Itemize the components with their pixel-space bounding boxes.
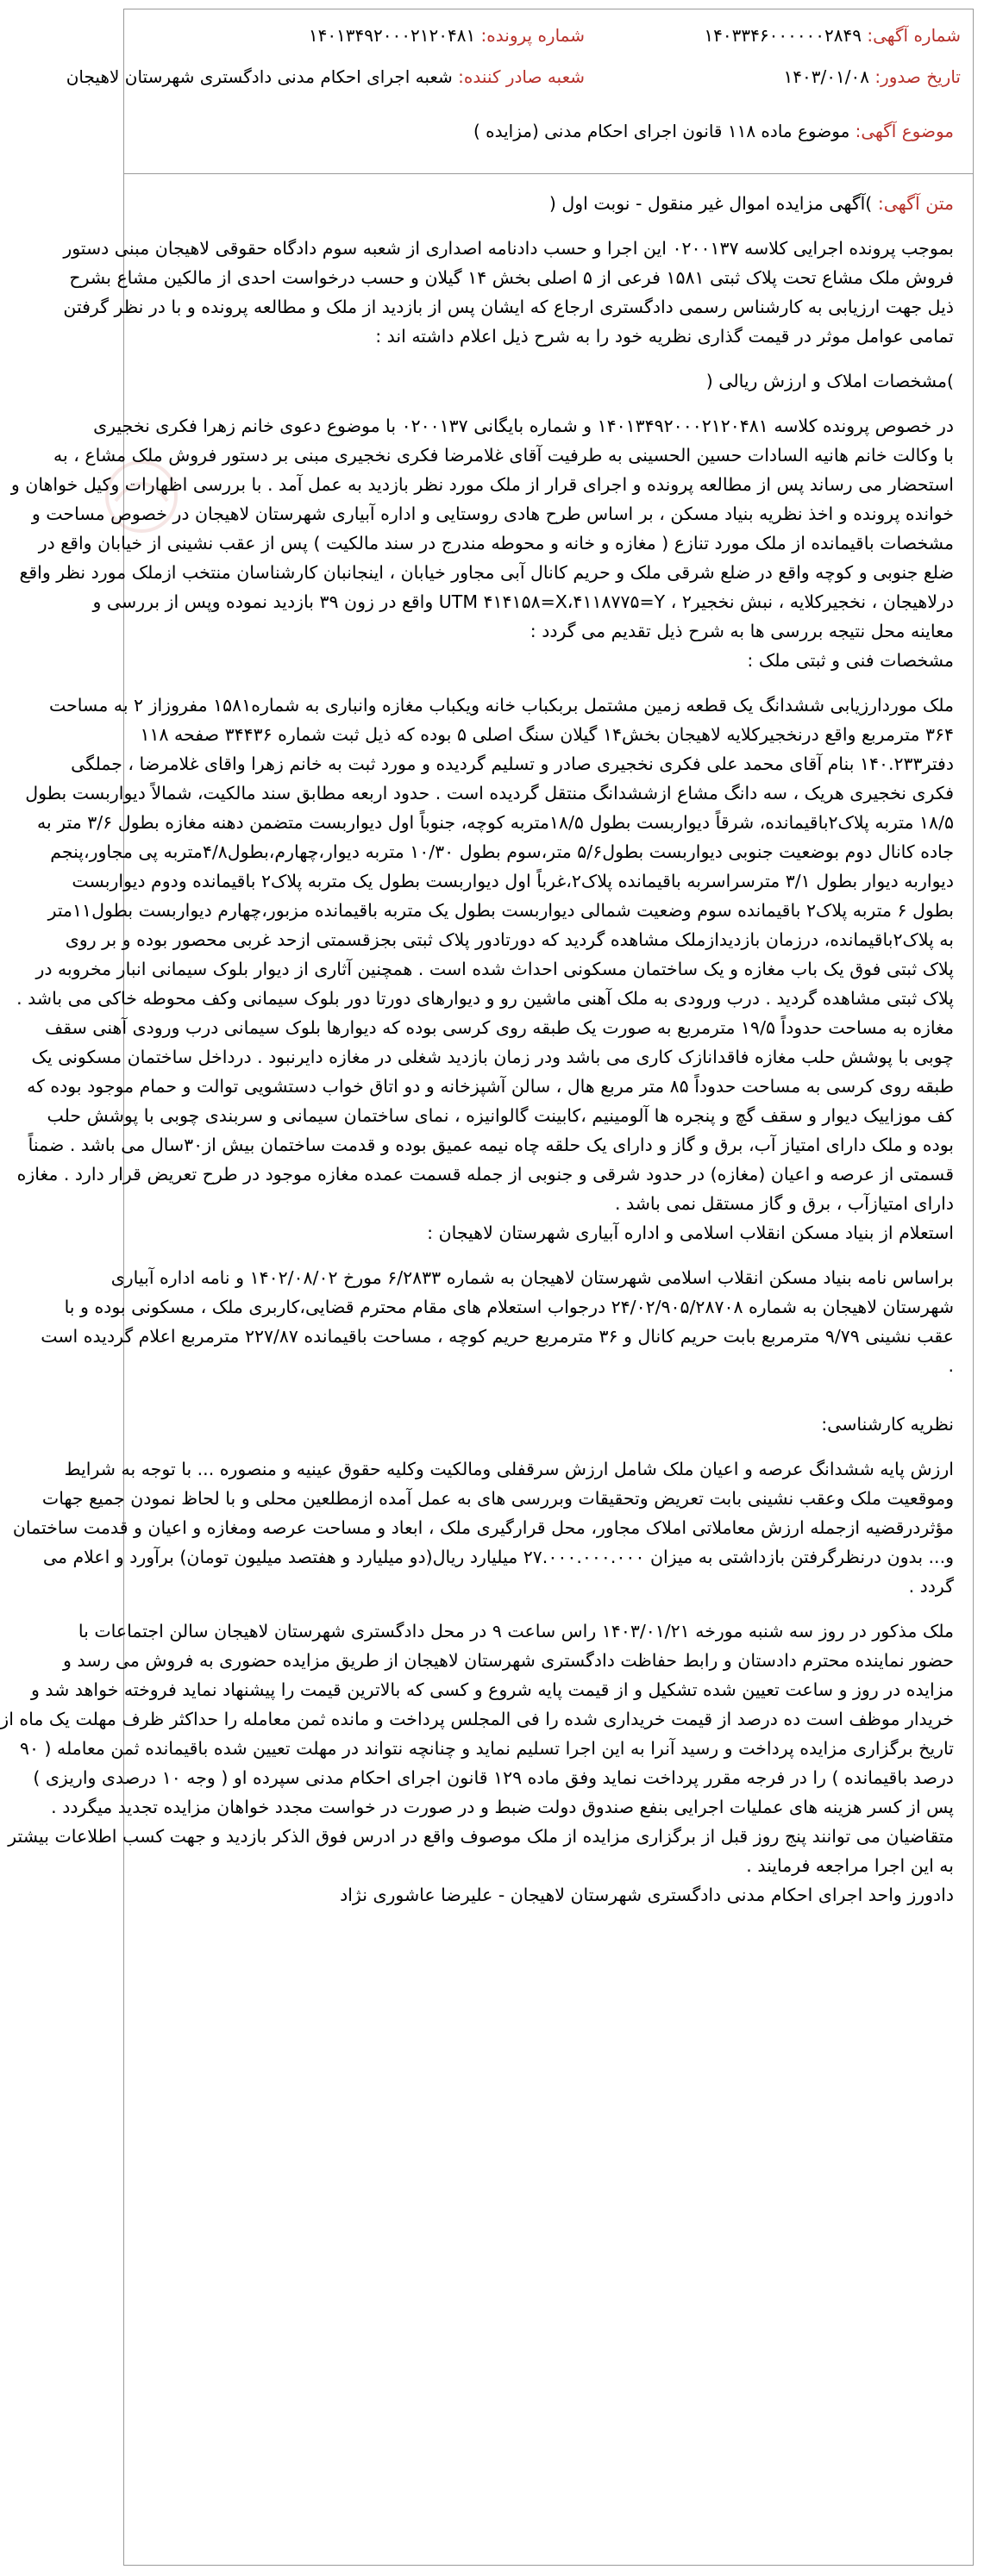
nazariye-heading: نظریه کارشناسی: [821, 1414, 954, 1435]
ad-header [66, 9, 973, 174]
ad-subject [473, 120, 954, 142]
text-line: ۳۶۴ مترمربع واقع درنخجیرکلایه لاهیجان بخش۱۴ گیلان سنگ اصلی ۵ بوده که ذیل ثبت شماره ۳۴۴۳۶ صفحه ۱۱۸ [140, 724, 954, 745]
ad-number [704, 25, 961, 46]
text-line: تاریخ برگزاری مزایده پرداخت و رسید آنرا به این اجرا تسلیم نماید و چنانچه نتواند در مهلت تعیین شده باقیمانده ثمن معامله ( ۹۰ [19, 1738, 954, 1759]
case-number-value: ۱۴۰۱۳۴۹۲۰۰۰۲۱۲۰۴۸۱ [308, 25, 476, 46]
matn-label: متن آگهی: [877, 193, 954, 214]
text-line: طبقه روی کرسی به مساحت حدوداً ۸۵ متر مربع هال ، سالن آشپزخانه و دو اتاق خواب دستشویی توالت و حمام موجود بوده که [27, 1076, 954, 1097]
text-line: بطول ۶ متربه پلاک۲ باقیمانده سوم وضعیت شمالی دیواربست بطول یک متربه باقیمانده مزبور،چهارم دیواربست بطول۱۱متر [47, 900, 954, 921]
text-line: دفتر۱۴۰.۲۳۳ بنام آقای محمد علی فکری نخجیری صادر و تسلیم گردیده و مورد ثبت به خانم زهرا واقای غلامرضا ، جملگی [71, 753, 954, 774]
ad-text-title [143, 189, 954, 218]
text-line: پس از کسر هزینه های عملیات اجرایی بنفع صندوق دولت ضبط و در صورت در خواست مجدد خواهان مزایده تجدید میگردد . [51, 1797, 954, 1817]
text-line: عقب نشینی ۹/۷۹ مترمربع بابت حریم کانال و ۳۶ مترمربع حریم کوچه ، مساحت باقیمانده ۲۲۷/۸۷ مترمربع اعلام گردیده است [41, 1326, 954, 1347]
issue-date-value: ۱۴۰۳/۰۱/۰۸ [783, 66, 869, 87]
subject-label: موضوع آگهی: [855, 121, 954, 141]
ad-number-value: ۱۴۰۳۳۴۶۰۰۰۰۰۰۲۸۴۹ [704, 25, 862, 46]
issue-date [784, 66, 961, 87]
text-line: جاده کانال دوم بوضعیت جنوبی دیواربست بطول۵/۶ متر،سوم بطول ۱۰/۳۰ متربه دیوار،چهارم،بطول۴/۸متربه پی مجاور،پنجم [50, 841, 954, 862]
issue-date-label: تاریخ صدور: [874, 66, 961, 87]
text-line: با وکالت خانم هانیه السادات حسین الحسینی به طرفیت آقای غلامرضا فکری نخجیری مبنی بر دستور فروش ملک مشاع ، به [53, 445, 954, 466]
text-line: دیواربه دیوار بطول ۳/۱ مترسراسربه باقیمانده پلاک۲،غرباً اول دیواربست بطول یک متربه پلاک۲ باقیمانده ودوم دیواربست [72, 871, 954, 891]
text-line: در خصوص پرونده کلاسه ۱۴۰۱۳۴۹۲۰۰۰۲۱۲۰۴۸۱ و شماره بایگانی ۰۲۰۰۱۳۷ با موضوع دعوی خانم زهرا فکری نخجیری [93, 416, 954, 436]
auction-paragraph [0, 1616, 954, 1880]
text-line: مؤثردرقضیه ازجمله ارزش معاملاتی املاک مجاور، محل قرارگیری ملک ، ابعاد و مساحت عرصه ومغازه و اعیان و قدمت ساختمان [12, 1517, 954, 1538]
text-line: به این اجرا مراجعه فرمایند . [746, 1855, 954, 1876]
tech-heading: مشخصات فنی و ثبتی ملک : [747, 650, 954, 671]
issuing-branch-label: شعبه صادر کننده: [458, 66, 585, 87]
text-line: ملک موردارزیابی ششدانگ یک قطعه زمین مشتمل بربکباب خانه ویکباب مغازه وانباری به شماره۱۵۸۱ مفروزاز ۲ به مساحت [49, 695, 954, 716]
ad-number-label: شماره آگهی: [867, 25, 961, 46]
text-line: مزایده در روز و ساعت تعیین شده تشکیل و از قیمت پایه شروع و کسی که بالاترین قیمت را پیشنهاد نماید فروخته خواهد شد و [30, 1679, 954, 1700]
text-line: پلاک ثبتی فوق یک باب مغازه و یک ساختمان مسکونی احداث شده است . همچنین آثاری از دیوار بلوک سیمانی انبار مخروبه در [35, 959, 954, 979]
case-number-label: شماره پرونده: [480, 25, 585, 46]
ad-body [0, 173, 954, 1910]
tech-paragraph [16, 691, 954, 1218]
text-line: پلاک ثبتی مشاهده گردید . درب ورودی به ملک آهنی ماشین رو و دیوارهای دورتا دور بلوک سیمانی وکف محوطه خاکی می باشد . [16, 988, 954, 1009]
text-line: گردد . [908, 1576, 954, 1597]
text-line: بوده و ملک دارای امتیاز آب، برق و گاز و دارای یک حلقه چاه نیمه عمیق بوده و قدمت ساختمان بیش از۳۰سال می باشد . ضمناً [28, 1135, 954, 1155]
text-line: تمامی عوامل موثر در قیمت گذاری نظریه خود را به شرح ذیل اعلام داشته اند : [375, 326, 954, 347]
text-line: شهرستان لاهیجان به شماره ۲۴/۰۲/۹۰۵/۲۸۷۰۸ درجواب استعلام های مقام محترم قضایی،کاربری ملک ، مسکونی بوده و با [64, 1297, 954, 1317]
text-line: ارزش پایه ششدانگ عرصه و اعیان ملک شامل ارزش سرقفلی ومالکیت وکلیه حقوق عینیه و منصوره ... با توجه به شرایط [64, 1459, 954, 1479]
specs-heading: )مشخصات املاک و ارزش ریالی ( [705, 371, 954, 391]
istelam-heading: استعلام از بنیاد مسکن انقلاب اسلامی و اداره آبیاری شهرستان لاهیجان : [427, 1222, 954, 1243]
ad-page [0, 9, 974, 2566]
text-line: ۱۸/۵ متربه پلاک۲باقیمانده، شرقاً دیواربست بطول ۱۸/۵متربه کوچه، جنوباً اول دیواربست متضمن دهنه مغازه بطول ۳/۶ متر به [37, 812, 954, 833]
istelam-paragraph [41, 1263, 954, 1380]
text-line: خوانده پرونده و اخذ نظریه بنیاد مسکن ، بر اساس طرح هادی روستایی و اداره آبیاری شهرستان لاهیجان در خصوص مساحت و [31, 503, 954, 524]
text-line: فروش ملک مشاع تحت پلاک ثبتی ۱۵۸۱ فرعی از ۵ اصلی بخش ۱۴ گیلان و حسب درخواست احدی از مالکین مشاع بشرح [69, 267, 954, 288]
text-line: . [948, 1355, 954, 1376]
text-line: ملک مذکور در روز سه شنبه مورخه ۱۴۰۳/۰۱/۲۱ راس ساعت ۹ در محل دادگستری شهرستان لاهیجان سالن اجتماعات با [78, 1621, 954, 1641]
text-line: مشخصات باقیمانده از ملک مورد تنازع ( مغازه و خانه و محوطه مندرج در سند مالکیت ) پس از عقب نشینی از خیابان واقع در [38, 533, 954, 553]
intro-paragraph [63, 234, 954, 351]
text-line: ذیل جهت ارزیابی به کارشناس رسمی دادگستری ارجاع که ایشان پس از بازدید از ملک و مطالعه پرونده و با در نظر گرفتن [63, 297, 954, 317]
text-line: استحضار می رساند پس از مطالعه پرونده و اجرای قرار از ملک مورد نظر بازدید به عمل آمد . با بررسی اظهارات وکیل خواهان و [10, 474, 954, 495]
subject-value: موضوع ماده ۱۱۸ قانون اجرای احکام مدنی (مزایده ) [473, 121, 850, 141]
text-line: درلاهیجان ، نخجیرکلایه ، نبش نخجیر۲ ، UTM ۴۱۴۱۵۸=X،۴۱۱۸۷۷۵=Y واقع در زون ۳۹ بازدید نموده وپس از بررسی و [92, 591, 954, 612]
text-line: متقاضیان می توانند پنج روز قبل از برگزاری مزایده از ملک موصوف واقع در ادرس فوق الذکر بازدید و جهت کسب اطلاعات بیشتر [8, 1826, 954, 1847]
text-line: قسمتی از عرصه و اعیان (مغازه) در حدود شرقی و جنوبی از جمله قسمت عمده مغازه موجود در طرح تعریض قرار دارد . مغازه [16, 1164, 954, 1185]
text-line: مغازه به مساحت حدوداً ۱۹/۵ مترمربع به صورت یک طبقه روی کرسی بوده که دیوارها بلوک سیمانی درب ورودی آهنی سقف [44, 1017, 954, 1038]
text-line: فکری نخجیری هریک ، سه دانگ مشاع ازششدانگ منتقل گردیده است . حدود اربعه مطابق سند مالکیت، شمالاً دیواربست بطول [25, 783, 954, 803]
text-line: دارای امتیازآب ، برق و گاز مستقل نمی باشد . [614, 1193, 954, 1214]
text-line: خریدار موظف است ده درصد از قیمت خریداری شده را فی المجلس پرداخت و مانده ثمن معامله را حداکثر ظرف مهلت یک ماه از [0, 1709, 954, 1729]
case-number [309, 25, 585, 46]
signature: دادورز واحد اجرای احکام مدنی دادگستری شهرستان لاهیجان - علیرضا عاشوری نژاد [340, 1885, 954, 1905]
text-line: درصد باقیمانده ) را در فرجه مقرر پرداخت نماید وفق ماده ۱۲۹ قانون اجرای احکام مدنی سپرده او ( وجه ۱۰ درصدی واریزی ) [33, 1767, 954, 1788]
text-line: چوبی با پوشش حلب مغازه فاقدانازک کاری می باشد ودر زمان بازدید شغلی در مغازه دایرنبود . درداخل ساختمان مسکونی یک [31, 1047, 954, 1067]
text-line: بموجب پرونده اجرایی کلاسه ۰۲۰۰۱۳۷ این اجرا و حسب دادنامه اصداری از شعبه سوم دادگاه حقوقی لاهیجان مبنی دستور [63, 238, 954, 259]
issuing-branch-value: شعبه اجرای احکام مدنی دادگستری شهرستان لاهیجان [66, 66, 453, 87]
text-line: براساس نامه بنیاد مسکن انقلاب اسلامی شهرستان لاهیجان به شماره ۶/۲۸۳۳ مورخ ۱۴۰۲/۰۸/۰۲ و نامه اداره آبیاری [110, 1267, 954, 1288]
text-line: ضلع جنوبی و کوچه واقع در ضلع شرقی ملک و حریم کانال آبی مجاور خیابان ، اینجانبان کارشناسان منتخب ازملک مورد نظر واقع [19, 562, 954, 583]
text-line: و... بدون درنظرگرفتن بازداشتی به میزان ۲۷.۰۰۰.۰۰۰.۰۰۰ میلیارد ریال(دو میلیارد و هفتصد میلیون تومان) برآورد و اعلام می [42, 1547, 954, 1567]
text-line: معاینه محل نتیجه بررسی ها به شرح ذیل تقدیم می گردد : [530, 621, 954, 641]
specs-paragraph [10, 411, 954, 646]
matn-title: )آگهی مزایده اموال غیر منقول - نوبت اول ( [548, 193, 873, 214]
text-line: وموقعیت ملک وعقب نشینی بابت تعریض وتحقیقات وبررسی های به عمل آمده ازمطلعین محلی و با لحاظ نمودن جمیع جهات [41, 1488, 954, 1509]
nazariye-paragraph [12, 1454, 954, 1601]
issuing-branch [66, 66, 585, 87]
text-line: کف موزاییک دیوار و سقف گچ و پنجره ها آلومینیم ،کابینت گالوانیزه ، نمای ساختمان سیمانی و سربندی چوبی با پوشش حلب [47, 1105, 954, 1126]
text-line: به پلاک۲باقیمانده، درزمان بازدیدازملک مشاهده گردید که دورتادور پلاک ثبتی بجزقسمتی ازحد غربی محصور بوده و بر روی [65, 929, 954, 950]
text-line: حضور نماینده محترم دادستان و رابط حفاظت دادگستری شهرستان لاهیجان از طریق مزایده حضوری به فروش می رسد و [63, 1650, 954, 1671]
